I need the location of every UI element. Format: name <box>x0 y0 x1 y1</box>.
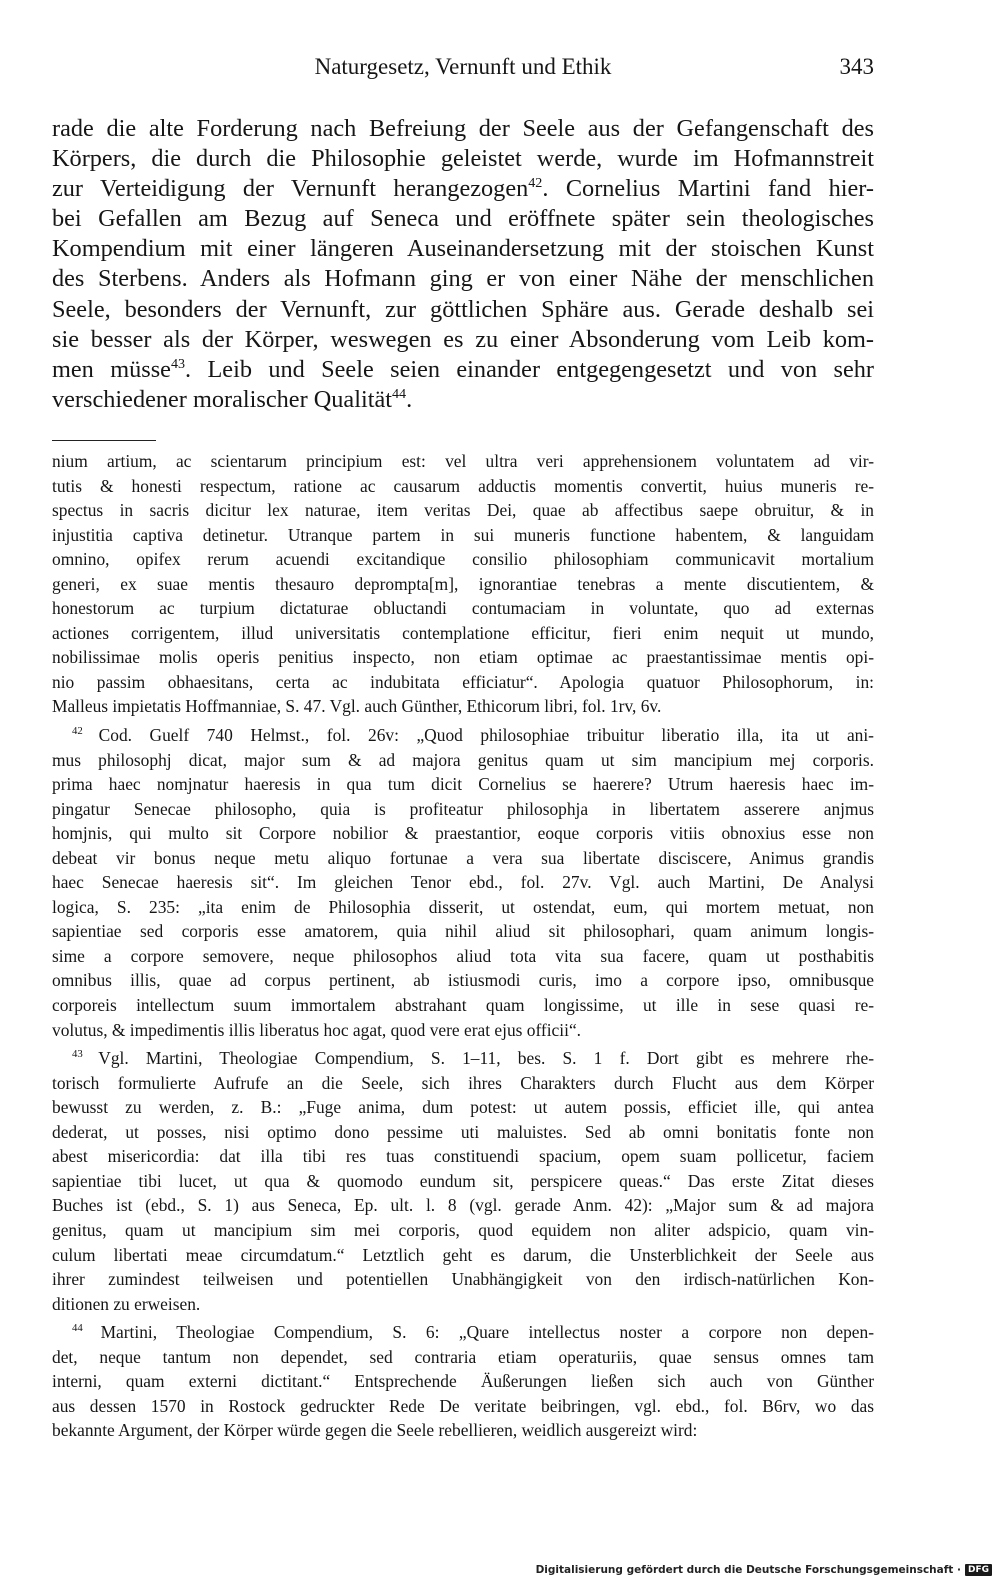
footnote-reference[interactable]: 43 <box>170 355 186 372</box>
text-line: Seele, besonders der Vernunft, zur göttlichen Sphäre aus. Gerade deshalb sei <box>52 295 874 323</box>
text-line: Malleus impietatis Hoffmanniae, S. 47. Vgl. auch Günther, Ethicorum libri, fol. 1rv, 6v. <box>52 696 662 717</box>
text-line: rade die alte Forderung nach Befreiung der Seele aus der Gefangenschaft des <box>52 115 874 142</box>
text-line: debeat vir bonus neque metu aliquo fortunae a vera sua libertate disciscere, Animus grandis <box>52 847 874 868</box>
text-line: torisch formulierte Aufrufe an die Seele, sich ihres Charakters durch Flucht aus dem Körper <box>52 1072 874 1093</box>
text-line: Kompendium mit einer längeren Auseinandersetzung mit der stoischen Kunst <box>52 235 874 263</box>
footer-text: Digitalisierung gefördert durch die Deutsche Forschungsgemeinschaft · <box>535 1564 961 1576</box>
footnote-43 <box>52 1046 874 1316</box>
running-title: Naturgesetz, Vernunft und Ethik <box>314 54 612 79</box>
footnote-number: 42 <box>72 725 99 738</box>
footnote-41-continued <box>52 449 874 719</box>
footnote-reference[interactable]: 44 <box>392 385 407 402</box>
text-line: actiones corrigentem, illud universitatis contemplatione efficitur, fieri enim nequit ut mundo, <box>52 622 874 643</box>
text-line: spectus in sacris dicitur lex naturae, item veritas Dei, quae ab affectibus saepe obruitur, & in <box>52 500 874 521</box>
text-line: haec Senecae haeresis sit“. Im gleichen Tenor ebd., fol. 27v. Vgl. auch Martini, De Analysi <box>52 872 874 893</box>
text-line: logica, S. 235: „ita enim de Philosophia disserit, ut ostendat, eum, qui mortem metuat, non <box>52 896 874 917</box>
footnote-42 <box>52 723 874 1042</box>
text-line: injustitia captiva detinetur. Utranque partem in sui muneris functione habentem, & languidam <box>52 524 874 545</box>
text-line: dederat, ut posses, nisi optimo dono pessime uti maluistes. Sed ab omni bonitatis fonte non <box>52 1121 874 1142</box>
text-line: corporeis intellectum suum immortalem abstrahant quam longissime, ut ille in sese quasi re- <box>52 995 874 1016</box>
text-line: $^{43}$ Vgl. Martini, Theologiae Compendium, S. 1–11, bes. S. 1 f. Dort gibt es mehrere rhe- <box>72 1048 874 1069</box>
main-text <box>52 114 874 415</box>
text-line: abest misericordia: dat illa tibi res tuas constituendi spacium, opem suam pollicetur, faciem <box>52 1146 874 1167</box>
footnote-reference[interactable]: 42 <box>528 175 543 192</box>
digitization-notice <box>536 1564 992 1576</box>
text-line: ihrer zumindest teilweisen und potentiellen Unabhängigkeit von den irdisch-natürlichen Kon- <box>52 1269 874 1290</box>
text-line: bei Gefallen am Bezug auf Seneca und eröffnete später sein theologisches <box>52 205 874 233</box>
text-line: det, neque tantum non dependet, sed contraria etiam operaturiis, quae sensus omnes tam <box>52 1346 874 1367</box>
text-line: Körpers, die durch die Philosophie geleistet werde, wurde im Hofmannstreit <box>52 145 874 173</box>
text-line: aus dessen 1570 in Rostock gedruckter Rede De veritate beibringen, vgl. ebd., fol. B6rv, wo das <box>52 1395 874 1416</box>
page-number: 343 <box>839 54 874 79</box>
text-line: $^{42}$ Cod. Guelf 740 Helmst., fol. 26v: „Quod philosophiae tribuitur liberatio illa, ita ut ani- <box>72 725 874 746</box>
text-line: culum libertati meae circumdatum.“ Letztlich geht es darum, die Unsterblichkeit der Seele aus <box>52 1244 874 1265</box>
footnote-number: 43 <box>72 1048 99 1061</box>
text-line: verschiedener moralischer Qualität$^{44}$. <box>52 385 413 413</box>
footnote-44 <box>52 1320 874 1443</box>
footnote-rule <box>52 440 156 441</box>
text-line: zur Verteidigung der Vernunft herangezogen$^{42}$. Cornelius Martini fand hier- <box>52 175 874 203</box>
text-line: nium artium, ac scientarum principium est: vel ultra veri apprehensionem voluntatem ad vir- <box>52 451 874 471</box>
text-line: prima haec nomjnatur haeresis in qua tum dicit Cornelius se haerere? Utrum haeresis haec im- <box>52 774 874 795</box>
text-line: $^{44}$ Martini, Theologiae Compendium, S. 6: „Quare intellectus noster a corpore non depen- <box>72 1322 874 1343</box>
text-line: ditionen zu erweisen. <box>52 1293 201 1314</box>
footnotes <box>52 449 874 1447</box>
text-line: des Sterbens. Anders als Hofmann ging er von einer Nähe der menschlichen <box>52 265 874 293</box>
text-line: omnibus illis, quae ad corpus pertinent, ab istiusmodi curis, imo a corpore ipso, omnibusque <box>52 970 874 991</box>
footnote-number: 44 <box>72 1322 101 1335</box>
text-line: sapientiae sed corporis esse amatorem, quia nihil aliud sit philosophari, quam animum longis- <box>52 921 874 942</box>
text-line: sapientiae tibi lucet, ut qua & quomodo eundum sit, perspicere queas.“ Das erste Zitat dieses <box>52 1170 874 1191</box>
dfg-logo: DFG <box>965 1564 992 1576</box>
text-line: volutus, & impedimentis illis liberatus hoc agat, quod vere erat ejus officii“. <box>52 1019 582 1040</box>
text-line: interni, quam externi dictitant.“ Entsprechende Äußerungen ließen sich auch von Günther <box>52 1371 874 1392</box>
text-line: sie besser als der Körper, weswegen es zu einer Absonderung vom Leib kom- <box>52 325 874 353</box>
text-line: bewusst zu werden, z. B.: „Fuge anima, dum potest: ut autem possis, efficiet ille, qui antea <box>52 1097 874 1118</box>
text-line: nobilissimae molis operis penitius inspecto, non etiam optimae ac praestantissimae mentis opi- <box>52 647 874 668</box>
text-line: men müsse$^{43}$. Leib und Seele seien einander entgegengesetzt und von sehr <box>52 355 874 383</box>
text-line: homjnis, qui multo sit Corpore nobilior & praestantior, eoque corporis vitiis obnoxius esse non <box>52 823 874 844</box>
text-line: genitus, quam ut mancipium sim mei corporis, quod equidem non aliter adspicio, quam vin- <box>52 1219 874 1240</box>
text-line: nio passim obhaesitans, certa ac indubitata efficiatur“. Apologia quatuor Philosophorum, in: <box>52 671 874 692</box>
text-line: honestorum ac turpium dictaturae obluctandi contumaciam in voluntate, quo ad externas <box>52 598 874 619</box>
text-line: Buches ist (ebd., S. 1) aus Seneca, Ep. ult. l. 8 (vgl. gerade Anm. 42): „Major sum & ad majora <box>52 1195 874 1216</box>
text-line: omnino, opifex rerum acuendi excitandique consilio philosophiam communicavit mortalium <box>52 549 874 570</box>
text-line: mus philosophj dicat, major sum & ad majora genitus quam ut sim mancipium mej corporis. <box>52 749 874 770</box>
text-line: sime a corpore semovere, neque philosophos aliud tota vita sua facere, quam ut posthabitis <box>52 945 874 966</box>
text-line: generi, ex suae mentis thesauro deprompta[m], ignorantiae tenebras a mente discutientem, & <box>52 573 874 594</box>
text-line: bekannte Argument, der Körper würde gegen die Seele rebellieren, weidlich ausgereizt wird: <box>52 1420 698 1441</box>
text-line: pingatur Senecae philosopho, quia is profiteatur philosophja in libertatem asserere anjmus <box>52 798 874 819</box>
text-line: tutis & honesti respectum, ratione ac causarum adductis momentis convertit, huius muneris re- <box>52 475 874 496</box>
